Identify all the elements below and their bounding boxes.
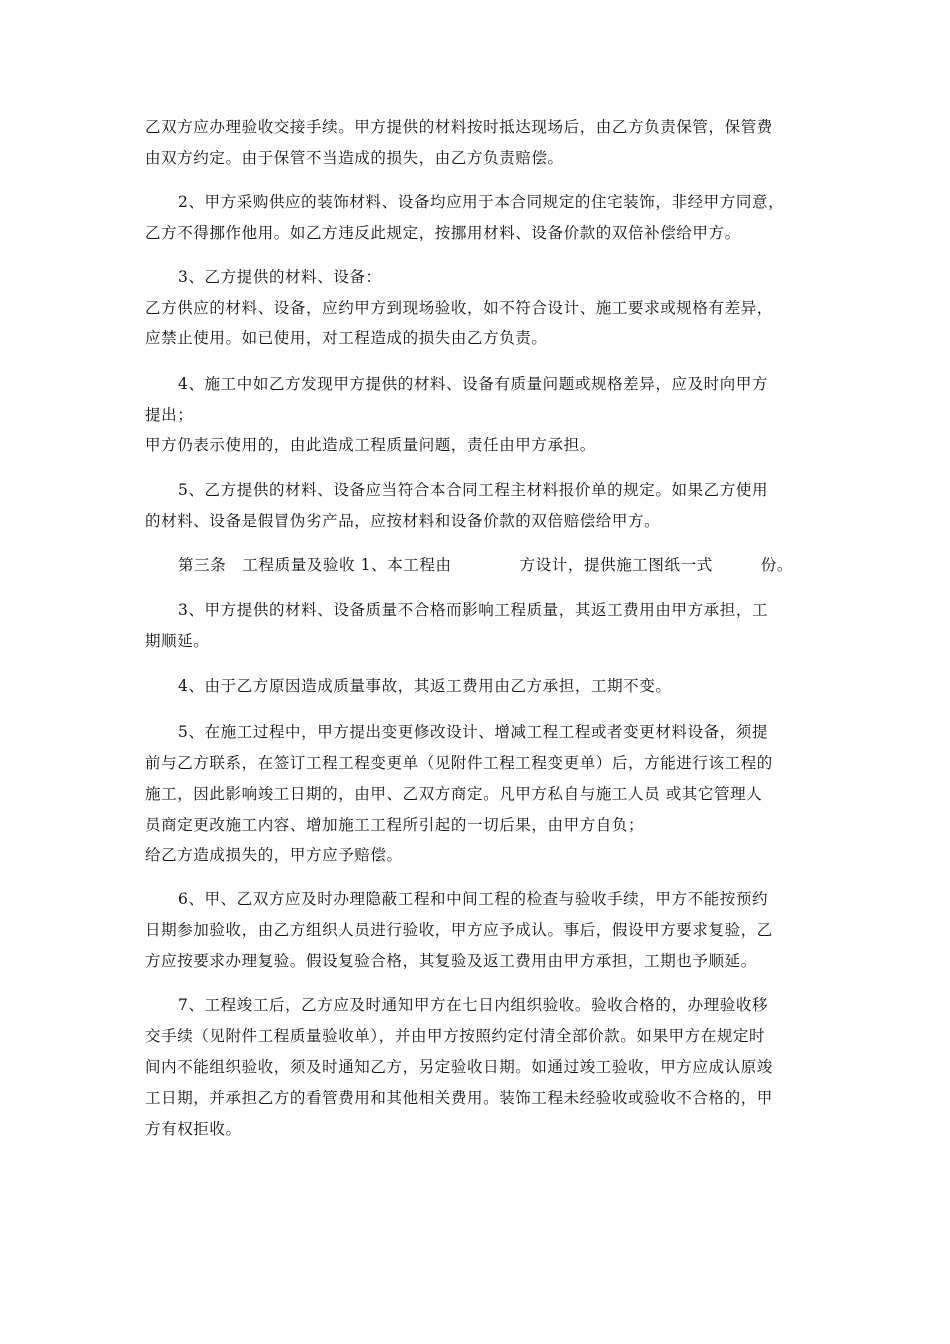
p9-line-2: 日期参加验收，由乙方组织人员进行验收，甲方应予成认。事后，假设甲方要求复验，乙 <box>145 921 773 939</box>
p1-line-2: 乙方不得挪作他用。如乙方违反此规定，按挪用材料、设备价款的双倍补偿给甲方。 <box>145 224 741 242</box>
p10-line-5: 方有权拒收。 <box>145 1120 242 1138</box>
p2-line-1: 3、乙方提供的材料、设备： <box>178 268 382 286</box>
p6-line-2: 期顺延。 <box>145 632 210 650</box>
p3-line-3: 甲方仍表示使用的，由此造成工程质量问题，责任由甲方承担。 <box>145 436 596 454</box>
p1-line-1: 2、甲方采购供应的装饰材料、设备均应用于本合同规定的住宅装饰，非经甲方同意， <box>178 193 785 211</box>
article-3-part-1: 第三条 工程质量及验收 1、本工程由 <box>178 556 452 574</box>
p0-line-1: 乙双方应办理验收交接手续。甲方提供的材料按时抵达现场后，由乙方负责保管，保管费 <box>145 118 773 136</box>
article-3-heading-line <box>178 555 858 575</box>
p0-line-2: 由双方约定。由于保管不当造成的损失，由乙方负责赔偿。 <box>145 149 564 167</box>
p10-line-4: 工日期，并承担乙方的看管费用和其他相关费用。装饰工程未经验收或验收不合格的，甲 <box>145 1089 773 1107</box>
article-3-part-2: 方设计，提供施工图纸一式 <box>519 556 713 574</box>
p10-line-3: 间内不能组织验收，须及时通知乙方，另定验收日期。如通过竣工验收，甲方应成认原竣 <box>145 1058 773 1076</box>
p2-line-2: 乙方供应的材料、设备，应约甲方到现场验收，如不符合设计、施工要求或规格有差异， <box>145 299 773 317</box>
p2-line-3: 应禁止使用。如已使用，对工程造成的损失由乙方负责。 <box>145 329 548 347</box>
p9-line-3: 方应按要求办理复验。假设复验合格，其复验及返工费用由甲方承担，工期也予顺延。 <box>145 952 757 970</box>
p8-line-4: 员商定更改施工内容、增加施工工程所引起的一切后果，由甲方自负； <box>145 816 645 834</box>
p7-line-1: 4、由于乙方原因造成质量事故，其返工费用由乙方承担，工期不变。 <box>178 677 672 695</box>
p4-line-1: 5、乙方提供的材料、设备应当符合本合同工程主材料报价单的规定。如果乙方使用 <box>178 481 769 499</box>
article-3-part-3: 份。 <box>760 556 793 574</box>
p8-line-3: 施工，因此影响竣工日期的，由甲、乙双方商定。凡甲方私自与施工人员 或其它管理人 <box>145 785 763 803</box>
p3-line-1: 4、施工中如乙方发现甲方提供的材料、设备有质量问题或规格差异，应及时向甲方 <box>178 375 769 393</box>
p10-line-2: 交手续（见附件工程质量验收单），并由甲方按照约定付清全部价款。如果甲方在规定时 <box>145 1027 766 1045</box>
p3-line-2: 提出； <box>145 406 194 424</box>
p8-line-2: 前与乙方联系，在签订工程工程变更单（见附件工程工程变更单）后，方能进行该工程的 <box>145 754 773 772</box>
p8-line-1: 5、在施工过程中，甲方提出变更修改设计、增减工程工程或者变更材料设备，须提 <box>178 723 769 741</box>
p8-line-5: 给乙方造成损失的，甲方应予赔偿。 <box>145 846 403 864</box>
p10-line-1: 7、工程竣工后，乙方应及时通知甲方在七日内组织验收。验收合格的，办理验收移 <box>178 996 769 1014</box>
p6-line-1: 3、甲方提供的材料、设备质量不合格而影响工程质量，其返工费用由甲方承担，工 <box>178 601 769 619</box>
p4-line-2: 的材料、设备是假冒伪劣产品，应按材料和设备价款的双倍赔偿给甲方。 <box>145 512 661 530</box>
p9-line-1: 6、甲、乙双方应及时办理隐蔽工程和中间工程的检查与验收手续，甲方不能按预约 <box>178 890 769 908</box>
